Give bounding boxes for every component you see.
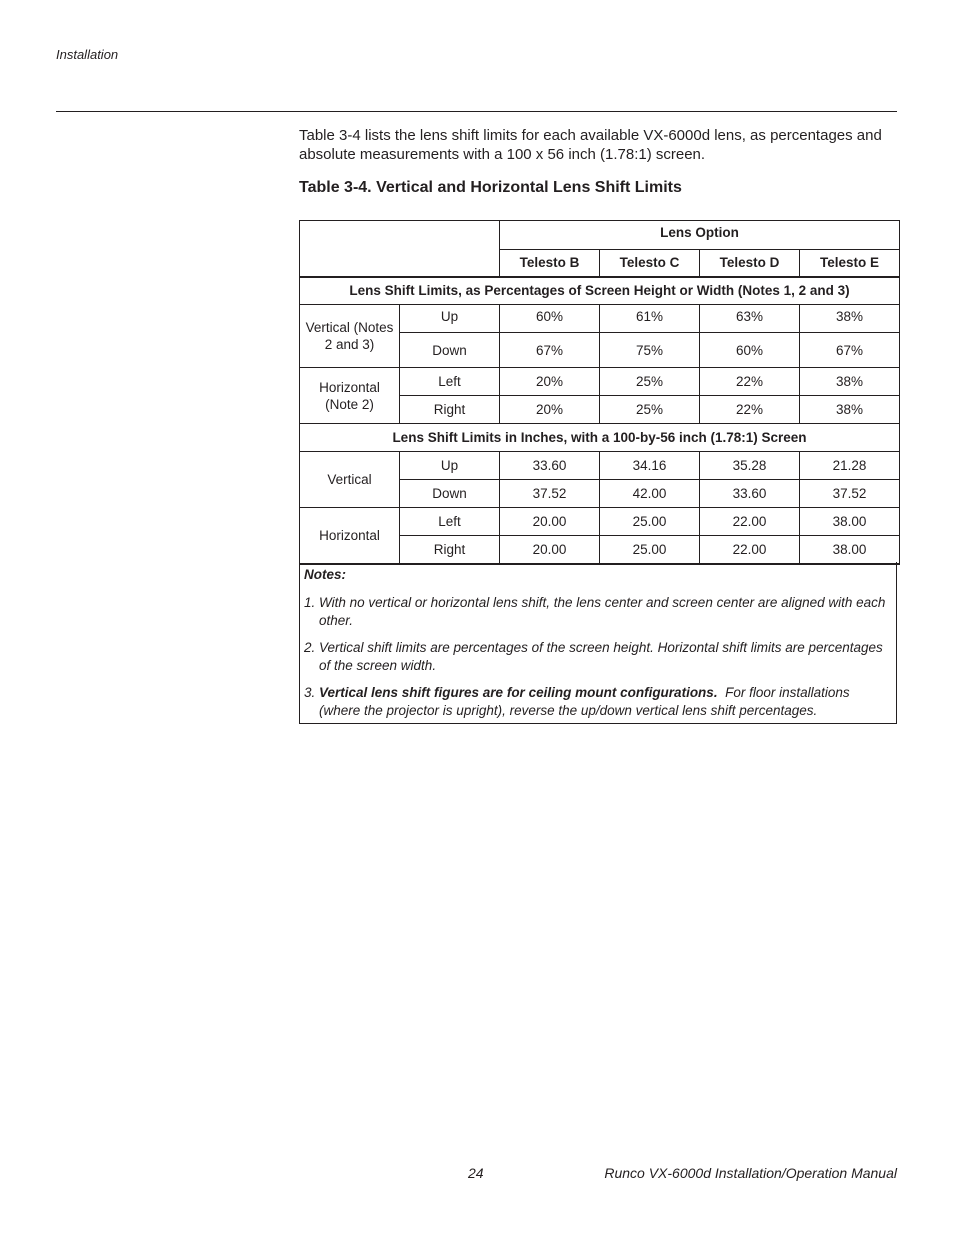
value-cell: 63% xyxy=(700,305,800,333)
section1-title: Lens Shift Limits, as Percentages of Screen Height or Width (Notes 1, 2 and 3) xyxy=(300,277,900,305)
group-label: Horizontal (Note 2) xyxy=(300,368,400,424)
notes-box xyxy=(299,562,897,724)
direction-cell: Up xyxy=(400,452,500,480)
direction-cell: Up xyxy=(400,305,500,333)
value-cell: 20% xyxy=(500,368,600,396)
running-header: Installation xyxy=(56,47,119,62)
note-text: Vertical shift limits are percentages of the screen height. Horizontal shift limits are percentages of the screen width. xyxy=(319,640,883,673)
notes-title: Notes: xyxy=(304,567,347,582)
value-cell: 34.16 xyxy=(600,452,700,480)
value-cell: 38.00 xyxy=(800,536,900,564)
value-cell: 38% xyxy=(800,305,900,333)
direction-cell: Left xyxy=(400,508,500,536)
direction-cell: Right xyxy=(400,396,500,424)
note-item xyxy=(304,684,892,719)
value-cell: 67% xyxy=(800,333,900,368)
empty-corner-cell xyxy=(300,221,500,277)
value-cell: 22.00 xyxy=(700,508,800,536)
table-row xyxy=(300,368,900,396)
note-number: 3. xyxy=(304,685,316,700)
section-title-row xyxy=(300,277,900,305)
note-text: For floor installations (where the projector is upright), reverse the up/down vertical lens shift percentages. xyxy=(319,685,850,718)
value-cell: 22.00 xyxy=(700,536,800,564)
value-cell: 35.28 xyxy=(700,452,800,480)
footer-title: Runco VX-6000d Installation/Operation Manual xyxy=(604,1165,897,1181)
value-cell: 38% xyxy=(800,396,900,424)
group-label: Horizontal xyxy=(300,508,400,564)
value-cell: 20% xyxy=(500,396,600,424)
table-title: Table 3-4. Vertical and Horizontal Lens Shift Limits xyxy=(299,179,682,196)
table-row xyxy=(300,452,900,480)
note-number: 2. xyxy=(304,640,316,655)
lens-option-header: Lens Option xyxy=(500,221,900,250)
table-header-row xyxy=(300,221,900,250)
table-row xyxy=(300,508,900,536)
value-cell: 33.60 xyxy=(700,480,800,508)
value-cell: 37.52 xyxy=(800,480,900,508)
note-number: 1. xyxy=(304,595,316,610)
value-cell: 38.00 xyxy=(800,508,900,536)
note-item xyxy=(304,594,892,629)
column-header: Telesto E xyxy=(800,250,900,277)
column-header: Telesto C xyxy=(600,250,700,277)
value-cell: 25% xyxy=(600,368,700,396)
value-cell: 25.00 xyxy=(600,536,700,564)
value-cell: 22% xyxy=(700,396,800,424)
value-cell: 20.00 xyxy=(500,508,600,536)
value-cell: 75% xyxy=(600,333,700,368)
value-cell: 37.52 xyxy=(500,480,600,508)
value-cell: 25.00 xyxy=(600,508,700,536)
value-cell: 25% xyxy=(600,396,700,424)
column-header: Telesto D xyxy=(700,250,800,277)
direction-cell: Down xyxy=(400,480,500,508)
value-cell: 22% xyxy=(700,368,800,396)
note-item xyxy=(304,639,892,674)
section-title-row xyxy=(300,424,900,452)
lens-shift-table xyxy=(299,220,900,565)
table-row xyxy=(300,305,900,333)
value-cell: 60% xyxy=(700,333,800,368)
value-cell: 67% xyxy=(500,333,600,368)
value-cell: 60% xyxy=(500,305,600,333)
direction-cell: Down xyxy=(400,333,500,368)
section2-title: Lens Shift Limits in Inches, with a 100-by-56 inch (1.78:1) Screen xyxy=(300,424,900,452)
direction-cell: Left xyxy=(400,368,500,396)
header-rule xyxy=(56,111,897,112)
value-cell: 38% xyxy=(800,368,900,396)
direction-cell: Right xyxy=(400,536,500,564)
group-label: Vertical (Notes 2 and 3) xyxy=(300,305,400,368)
note-bold-text: Vertical lens shift figures are for ceiling mount configurations. xyxy=(319,685,718,700)
value-cell: 42.00 xyxy=(600,480,700,508)
page-number: 24 xyxy=(468,1165,484,1181)
intro-paragraph: Table 3-4 lists the lens shift limits for each available VX-6000d lens, as percentages and absolute measurements with a 100 x 56 inch (1.78:1) screen. xyxy=(299,127,882,163)
value-cell: 33.60 xyxy=(500,452,600,480)
note-text: With no vertical or horizontal lens shift, the lens center and screen center are aligned with each other. xyxy=(319,595,886,628)
value-cell: 20.00 xyxy=(500,536,600,564)
value-cell: 61% xyxy=(600,305,700,333)
group-label: Vertical xyxy=(300,452,400,508)
value-cell: 21.28 xyxy=(800,452,900,480)
column-header: Telesto B xyxy=(500,250,600,277)
